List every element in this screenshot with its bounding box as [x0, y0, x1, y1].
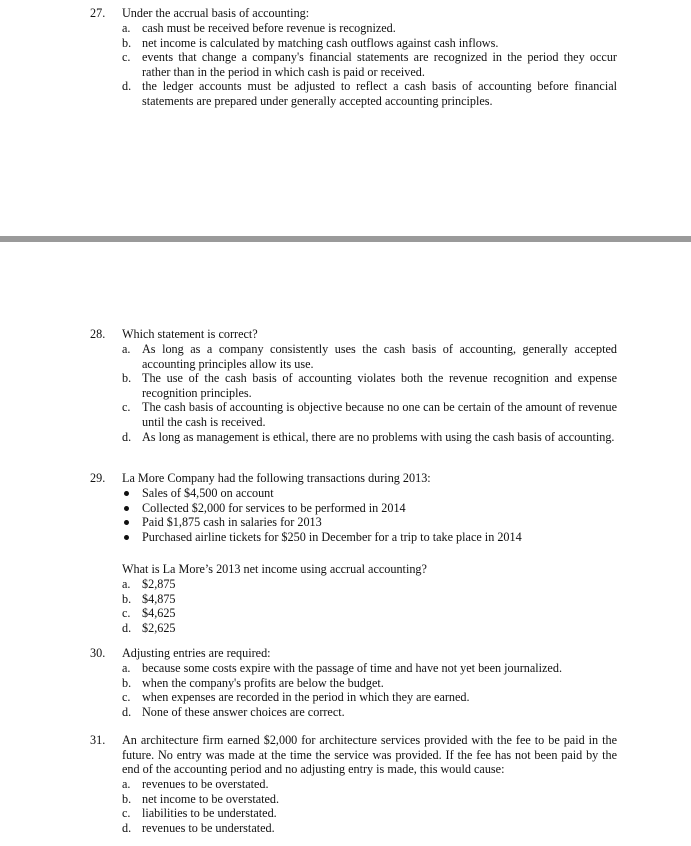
- option-letter: b.: [122, 35, 132, 50]
- option-text: $2,875: [142, 577, 176, 591]
- list-item-text: Sales of $4,500 on account: [142, 486, 274, 500]
- option-c: [122, 400, 617, 429]
- option-text: As long as management is ethical, there are no problems with using the cash basis of accounting.: [142, 429, 615, 444]
- option-letter: b.: [122, 591, 132, 606]
- transaction-list: [122, 486, 617, 544]
- bullet-icon: [124, 535, 129, 540]
- option-letter: d.: [122, 820, 132, 835]
- option-text: the ledger accounts must be adjusted to reflect a cash basis of accounting before financial statements are prepared under generally accepted accounting principles.: [142, 79, 617, 108]
- option-text: As long as a company consistently uses the cash basis of accounting, generally accepted accounting principles allow its use.: [142, 342, 617, 371]
- option-text: $2,625: [142, 620, 176, 635]
- answer-options: [122, 21, 617, 109]
- option-text: The use of the cash basis of accounting violates both the revenue recognition and expense recognition principles.: [142, 371, 617, 400]
- option-c: [122, 606, 617, 621]
- question-number: 27.: [90, 6, 106, 20]
- option-text: None of these answer choices are correct.: [142, 704, 345, 719]
- question-stem: Under the accrual basis of accounting:: [122, 6, 310, 20]
- option-text: net income is calculated by matching cash outflows against cash inflows.: [142, 35, 499, 50]
- question-stem: Which statement is correct?: [122, 327, 258, 341]
- option-d: [122, 705, 617, 720]
- option-letter: b.: [122, 791, 132, 806]
- option-b: [122, 792, 617, 807]
- option-letter: c.: [122, 806, 131, 821]
- answer-options: [122, 577, 617, 635]
- question-prompt: What is La More’s 2013 net income using accrual accounting?: [122, 562, 427, 576]
- option-a: [122, 661, 617, 676]
- option-b: [122, 676, 617, 691]
- option-d: [122, 621, 617, 636]
- list-item-text: Paid $1,875 cash in salaries for 2013: [142, 515, 322, 530]
- option-text: when the company's profits are below the budget.: [142, 675, 384, 690]
- option-letter: d.: [122, 704, 132, 719]
- option-letter: c.: [122, 690, 131, 705]
- option-letter: c.: [122, 50, 131, 65]
- option-b: [122, 371, 617, 400]
- list-item: [122, 501, 617, 516]
- option-d: [122, 430, 617, 445]
- bullet-icon: [124, 491, 129, 496]
- option-a: [122, 577, 617, 592]
- option-letter: a.: [122, 661, 131, 675]
- option-a: [122, 21, 617, 36]
- option-d: [122, 821, 617, 836]
- list-item: [122, 515, 617, 530]
- question-number: 29.: [90, 471, 106, 485]
- option-text: because some costs expire with the passage of time and have not yet been journalized.: [142, 661, 562, 675]
- answer-options: [122, 342, 617, 444]
- option-letter: b.: [122, 371, 132, 386]
- question-stem: Adjusting entries are required:: [122, 646, 271, 660]
- option-letter: d.: [122, 620, 132, 635]
- list-item-text: Purchased airline tickets for $250 in December for a trip to take place in 2014: [142, 529, 522, 544]
- page-divider: [0, 236, 691, 242]
- option-text: $4,625: [142, 606, 176, 621]
- option-letter: b.: [122, 675, 132, 690]
- option-a: [122, 342, 617, 371]
- option-letter: a.: [122, 777, 131, 791]
- option-d: [122, 79, 617, 108]
- option-letter: a.: [122, 21, 131, 35]
- option-letter: d.: [122, 79, 132, 94]
- option-letter: d.: [122, 429, 132, 444]
- option-letter: a.: [122, 342, 131, 356]
- option-letter: a.: [122, 577, 131, 591]
- question-stem: An architecture firm earned $2,000 for architecture services provided with the fee to be paid in the future. No entry was made at the time the service was provided. If the fee has not been paid by the end of the accounting period and no adjusting entry is made, this would cause:: [122, 733, 617, 777]
- option-a: [122, 777, 617, 792]
- bullet-icon: [124, 520, 129, 525]
- option-text: cash must be received before revenue is recognized.: [142, 21, 396, 35]
- question-stem: La More Company had the following transactions during 2013:: [122, 471, 431, 485]
- question-number: 30.: [90, 646, 106, 660]
- option-c: [122, 806, 617, 821]
- question-number: 31.: [90, 733, 106, 747]
- option-text: $4,875: [142, 591, 176, 606]
- list-item: [122, 486, 617, 501]
- option-text: revenues to be overstated.: [142, 777, 269, 791]
- option-text: liabilities to be understated.: [142, 806, 277, 821]
- option-text: revenues to be understated.: [142, 820, 275, 835]
- question-number: 28.: [90, 327, 106, 341]
- answer-options: [122, 661, 617, 719]
- bullet-icon: [124, 506, 129, 511]
- option-letter: c.: [122, 400, 131, 415]
- option-text: net income to be overstated.: [142, 791, 280, 806]
- option-text: when expenses are recorded in the period in which they are earned.: [142, 690, 470, 705]
- list-item-text: Collected $2,000 for services to be performed in 2014: [142, 500, 406, 515]
- option-c: [122, 50, 617, 79]
- option-text: events that change a company's financial statements are recognized in the period they occur rather than in the period in which cash is paid or received.: [142, 50, 617, 79]
- list-item: [122, 530, 617, 545]
- option-text: The cash basis of accounting is objective because no one can be certain of the amount of revenue until the cash is received.: [142, 400, 617, 429]
- option-letter: c.: [122, 606, 131, 621]
- option-c: [122, 690, 617, 705]
- option-b: [122, 36, 617, 51]
- answer-options: [122, 777, 617, 835]
- option-b: [122, 592, 617, 607]
